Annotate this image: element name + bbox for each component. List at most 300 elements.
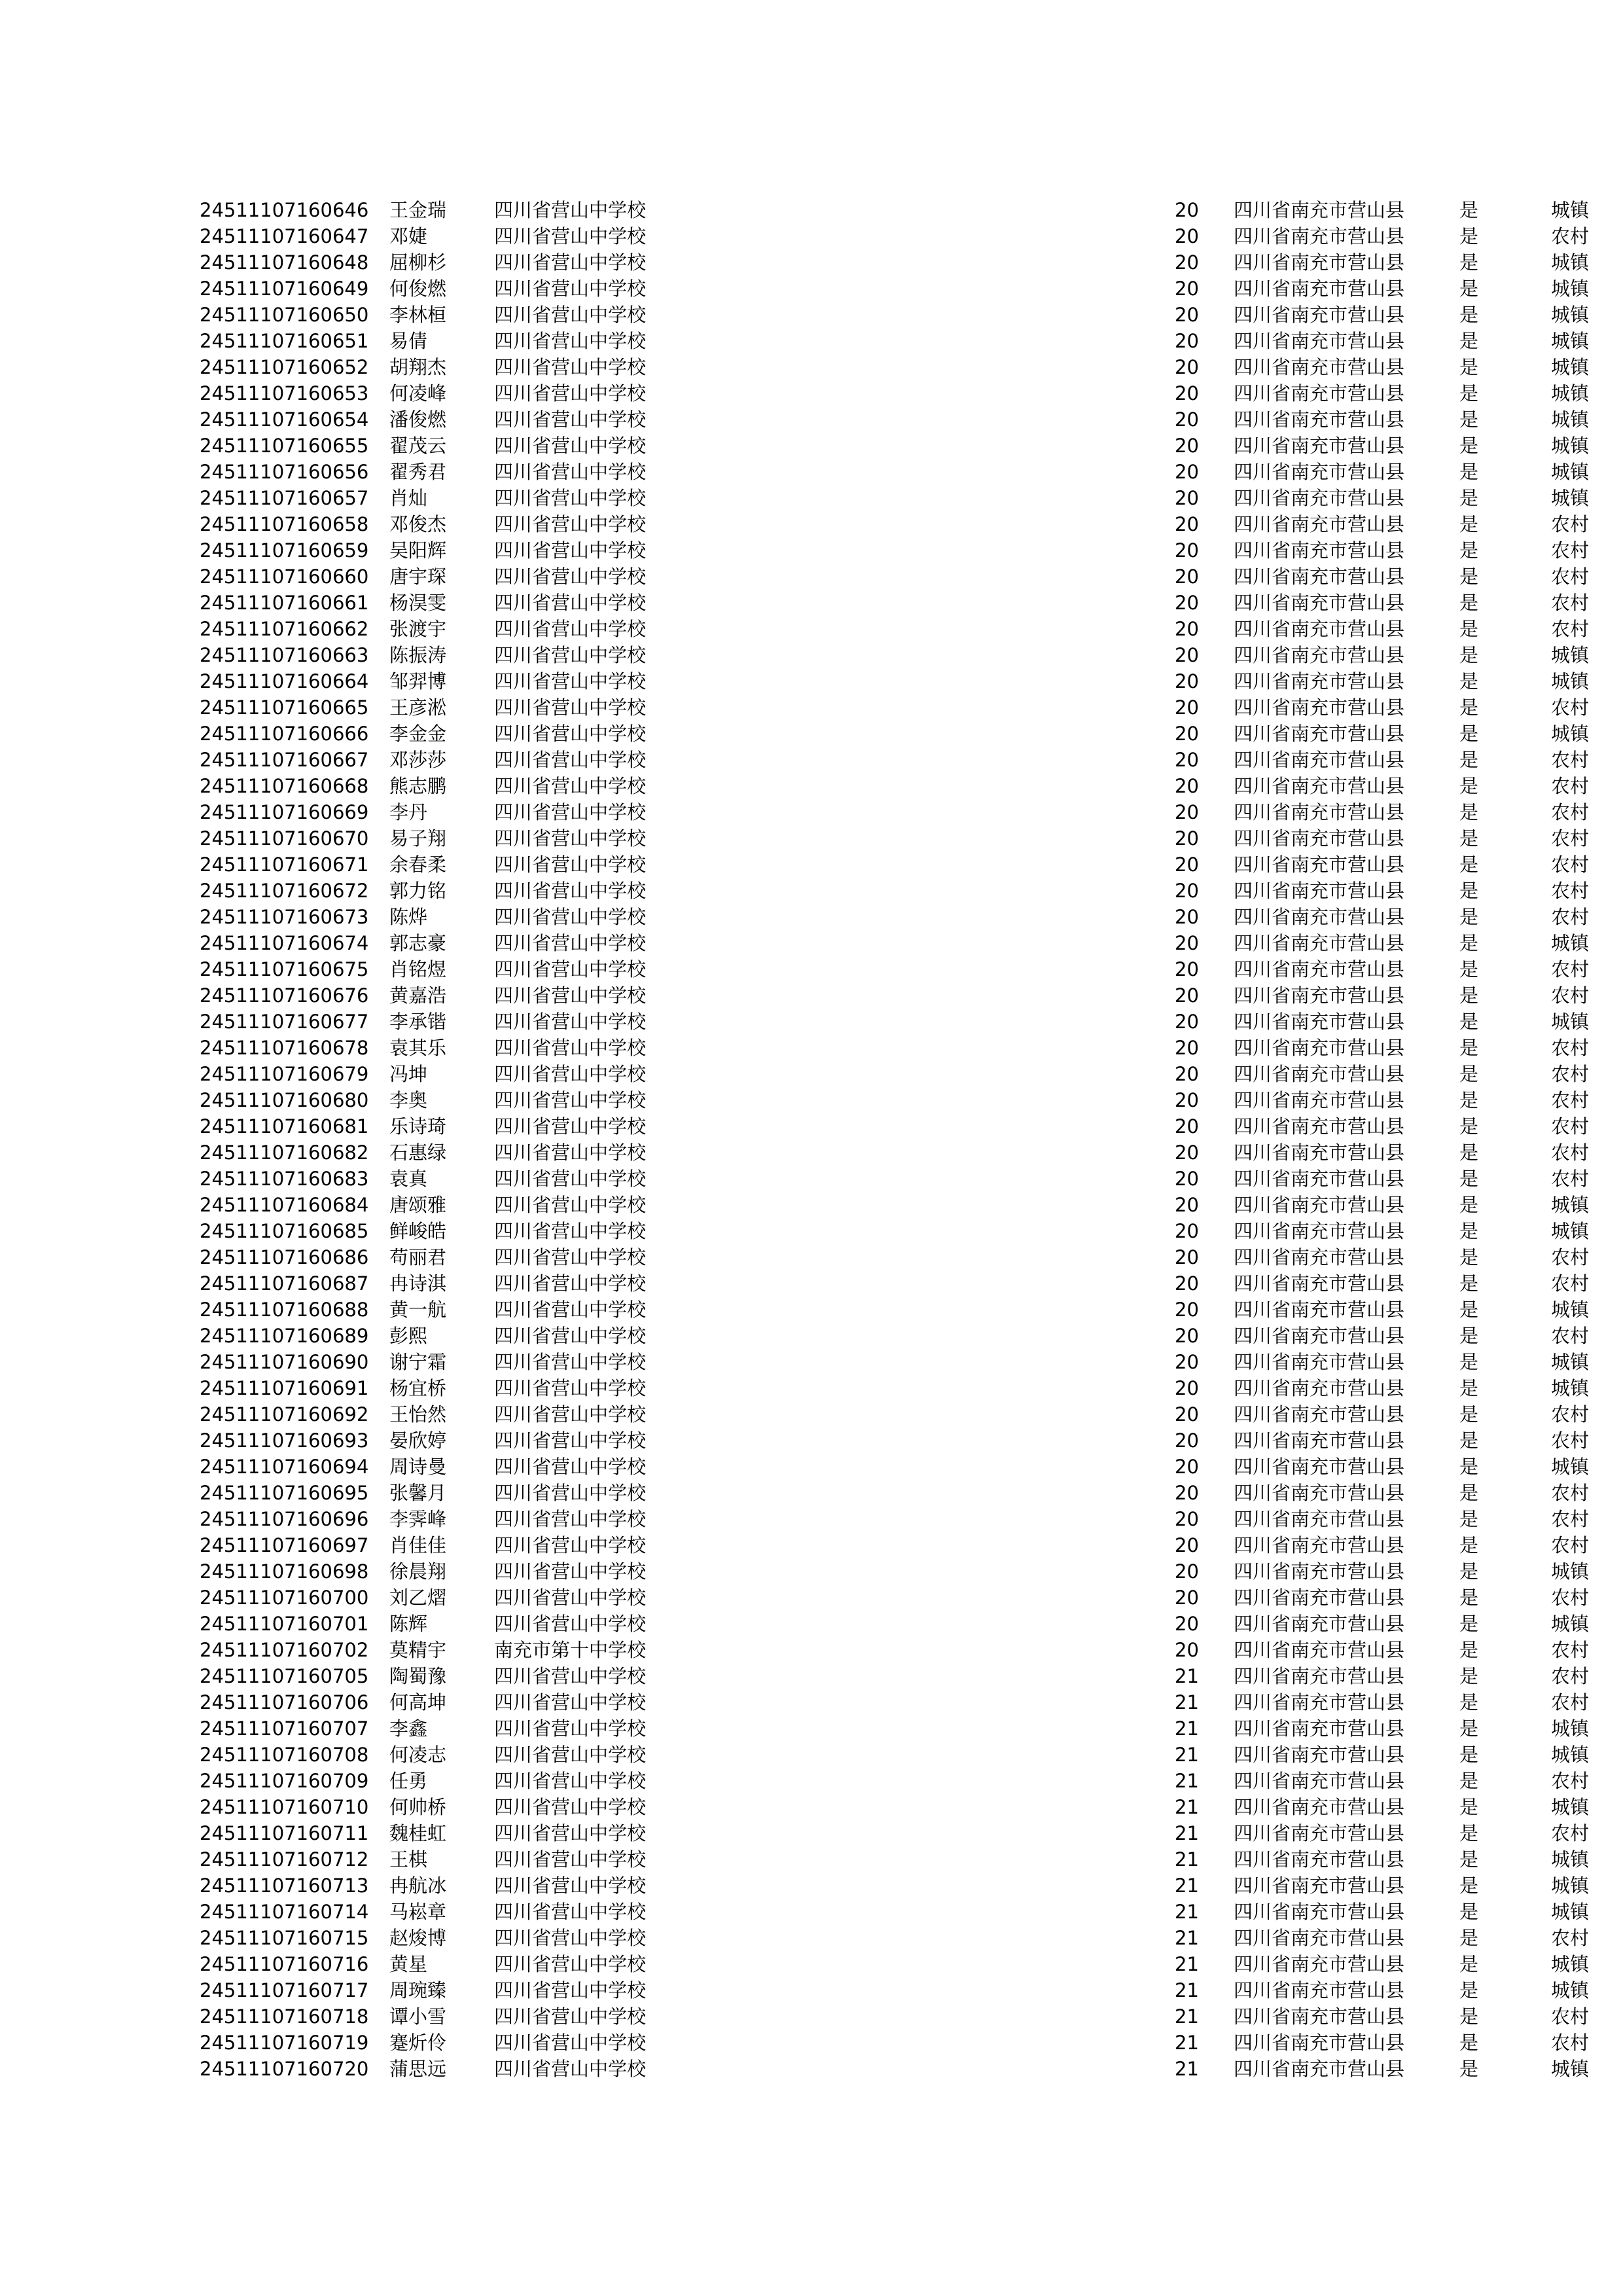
age-cell: 21 (1175, 1848, 1199, 1871)
student-name-cell: 翟茂云 (389, 435, 447, 457)
address-cell: 四川省南充市营山县 (1234, 827, 1405, 850)
age-cell: 21 (1175, 1953, 1199, 1975)
address-cell: 四川省南充市营山县 (1234, 513, 1405, 535)
exam-id-cell: 24511107160665 (200, 696, 369, 719)
age-cell: 21 (1175, 1927, 1199, 1949)
table-row (200, 537, 1610, 564)
school-cell: 四川省营山中学校 (494, 618, 647, 640)
student-name-cell: 陈振涛 (389, 644, 447, 666)
flag-cell: 是 (1459, 1927, 1479, 1949)
school-cell: 四川省营山中学校 (494, 1979, 647, 2001)
table-row (200, 511, 1610, 537)
student-name-cell: 彭熙 (389, 1325, 428, 1347)
flag-cell: 是 (1459, 1744, 1479, 1766)
exam-id-cell: 24511107160693 (200, 1429, 369, 1452)
household-type-cell: 城镇 (1551, 1456, 1590, 1478)
student-name-cell: 邓莎莎 (389, 749, 447, 771)
flag-cell: 是 (1459, 513, 1479, 535)
student-name-cell: 徐晨翔 (389, 1560, 447, 1583)
student-name-cell: 杨淏雯 (389, 592, 447, 614)
table-row (200, 1558, 1610, 1585)
address-cell: 四川省南充市营山县 (1234, 670, 1405, 692)
school-cell: 四川省营山中学校 (494, 1796, 647, 1818)
household-type-cell: 农村 (1551, 1927, 1590, 1949)
flag-cell: 是 (1459, 1429, 1479, 1452)
flag-cell: 是 (1459, 1482, 1479, 1504)
exam-id-cell: 24511107160653 (200, 382, 369, 404)
address-cell: 四川省南充市营山县 (1234, 1115, 1405, 1138)
table-row (200, 1951, 1610, 1977)
school-cell: 四川省营山中学校 (494, 513, 647, 535)
household-type-cell: 城镇 (1551, 1744, 1590, 1766)
household-type-cell: 城镇 (1551, 1717, 1590, 1740)
address-cell: 四川省南充市营山县 (1234, 932, 1405, 954)
school-cell: 四川省营山中学校 (494, 1299, 647, 1321)
address-cell: 四川省南充市营山县 (1234, 330, 1405, 352)
household-type-cell: 农村 (1551, 618, 1590, 640)
address-cell: 四川省南充市营山县 (1234, 199, 1405, 221)
table-row (200, 1637, 1610, 1663)
household-type-cell: 农村 (1551, 827, 1590, 850)
age-cell: 20 (1175, 1037, 1199, 1059)
household-type-cell: 农村 (1551, 775, 1590, 797)
age-cell: 20 (1175, 225, 1199, 247)
flag-cell: 是 (1459, 199, 1479, 221)
age-cell: 20 (1175, 1456, 1199, 1478)
table-row (200, 433, 1610, 459)
age-cell: 20 (1175, 1482, 1199, 1504)
household-type-cell: 城镇 (1551, 670, 1590, 692)
flag-cell: 是 (1459, 592, 1479, 614)
school-cell: 四川省营山中学校 (494, 801, 647, 823)
school-cell: 四川省营山中学校 (494, 382, 647, 404)
household-type-cell: 城镇 (1551, 1901, 1590, 1923)
table-row (200, 276, 1610, 302)
address-cell: 四川省南充市营山县 (1234, 2032, 1405, 2054)
household-type-cell: 农村 (1551, 1246, 1590, 1268)
flag-cell: 是 (1459, 487, 1479, 509)
household-type-cell: 农村 (1551, 1822, 1590, 1844)
address-cell: 四川省南充市营山县 (1234, 382, 1405, 404)
household-type-cell: 城镇 (1551, 356, 1590, 378)
student-name-cell: 何高坤 (389, 1691, 447, 1713)
school-cell: 四川省营山中学校 (494, 1429, 647, 1452)
flag-cell: 是 (1459, 382, 1479, 404)
exam-id-cell: 24511107160684 (200, 1194, 369, 1216)
school-cell: 四川省营山中学校 (494, 1560, 647, 1583)
age-cell: 20 (1175, 513, 1199, 535)
age-cell: 20 (1175, 1141, 1199, 1164)
address-cell: 四川省南充市营山县 (1234, 1508, 1405, 1530)
student-name-cell: 易子翔 (389, 827, 447, 850)
table-row (200, 249, 1610, 276)
student-name-cell: 肖铭煜 (389, 958, 447, 980)
table-row (200, 1715, 1610, 1742)
address-cell: 四川省南充市营山县 (1234, 1560, 1405, 1583)
flag-cell: 是 (1459, 696, 1479, 719)
table-row (200, 1977, 1610, 2003)
student-name-cell: 唐颂雅 (389, 1194, 447, 1216)
school-cell: 四川省营山中学校 (494, 1168, 647, 1190)
address-cell: 四川省南充市营山县 (1234, 1613, 1405, 1635)
school-cell: 四川省营山中学校 (494, 670, 647, 692)
exam-id-cell: 24511107160673 (200, 906, 369, 928)
student-name-cell: 王棋 (389, 1848, 428, 1871)
flag-cell: 是 (1459, 644, 1479, 666)
student-name-cell: 冉诗淇 (389, 1272, 447, 1295)
age-cell: 21 (1175, 2032, 1199, 2054)
table-row (200, 459, 1610, 485)
student-name-cell: 刘乙熠 (389, 1587, 447, 1609)
flag-cell: 是 (1459, 1377, 1479, 1399)
exam-id-cell: 24511107160678 (200, 1037, 369, 1059)
flag-cell: 是 (1459, 1691, 1479, 1713)
household-type-cell: 农村 (1551, 1691, 1590, 1713)
table-row (200, 1454, 1610, 1480)
exam-id-cell: 24511107160720 (200, 2058, 369, 2080)
address-cell: 四川省南充市营山县 (1234, 1377, 1405, 1399)
age-cell: 21 (1175, 1665, 1199, 1687)
exam-id-cell: 24511107160652 (200, 356, 369, 378)
school-cell: 四川省营山中学校 (494, 853, 647, 876)
age-cell: 20 (1175, 539, 1199, 562)
age-cell: 21 (1175, 1822, 1199, 1844)
school-cell: 四川省营山中学校 (494, 1325, 647, 1347)
table-row (200, 223, 1610, 249)
address-cell: 四川省南充市营山县 (1234, 1299, 1405, 1321)
flag-cell: 是 (1459, 2032, 1479, 2054)
flag-cell: 是 (1459, 853, 1479, 876)
address-cell: 四川省南充市营山县 (1234, 1927, 1405, 1949)
roster-body (200, 197, 1610, 2082)
exam-id-cell: 24511107160694 (200, 1456, 369, 1478)
school-cell: 四川省营山中学校 (494, 1508, 647, 1530)
table-row (200, 668, 1610, 694)
household-type-cell: 农村 (1551, 1403, 1590, 1426)
age-cell: 20 (1175, 330, 1199, 352)
address-cell: 四川省南充市营山县 (1234, 906, 1405, 928)
exam-id-cell: 24511107160711 (200, 1822, 369, 1844)
address-cell: 四川省南充市营山县 (1234, 1482, 1405, 1504)
student-name-cell: 苟丽君 (389, 1246, 447, 1268)
student-name-cell: 李金金 (389, 723, 447, 745)
address-cell: 四川省南充市营山县 (1234, 1063, 1405, 1085)
household-type-cell: 农村 (1551, 1482, 1590, 1504)
household-type-cell: 城镇 (1551, 278, 1590, 300)
school-cell: 四川省营山中学校 (494, 1141, 647, 1164)
household-type-cell: 农村 (1551, 565, 1590, 588)
table-row (200, 1873, 1610, 1899)
exam-id-cell: 24511107160666 (200, 723, 369, 745)
exam-id-cell: 24511107160677 (200, 1011, 369, 1033)
household-type-cell: 农村 (1551, 906, 1590, 928)
household-type-cell: 城镇 (1551, 1560, 1590, 1583)
school-cell: 四川省营山中学校 (494, 1927, 647, 1949)
table-row (200, 799, 1610, 825)
age-cell: 21 (1175, 1979, 1199, 2001)
exam-id-cell: 24511107160650 (200, 304, 369, 326)
table-row (200, 1035, 1610, 1061)
address-cell: 四川省南充市营山县 (1234, 1037, 1405, 1059)
address-cell: 四川省南充市营山县 (1234, 880, 1405, 902)
household-type-cell: 农村 (1551, 1508, 1590, 1530)
table-row (200, 1820, 1610, 1846)
school-cell: 四川省营山中学校 (494, 1534, 647, 1556)
address-cell: 四川省南充市营山县 (1234, 1325, 1405, 1347)
exam-id-cell: 24511107160659 (200, 539, 369, 562)
school-cell: 四川省营山中学校 (494, 1272, 647, 1295)
school-cell: 四川省营山中学校 (494, 1456, 647, 1478)
school-cell: 四川省营山中学校 (494, 696, 647, 719)
student-name-cell: 王彦淞 (389, 696, 447, 719)
exam-id-cell: 24511107160715 (200, 1927, 369, 1949)
household-type-cell: 城镇 (1551, 1194, 1590, 1216)
student-name-cell: 郭志豪 (389, 932, 447, 954)
age-cell: 20 (1175, 1613, 1199, 1635)
student-name-cell: 周琬臻 (389, 1979, 447, 2001)
flag-cell: 是 (1459, 1901, 1479, 1923)
address-cell: 四川省南充市营山县 (1234, 984, 1405, 1007)
address-cell: 四川省南充市营山县 (1234, 1587, 1405, 1609)
address-cell: 四川省南充市营山县 (1234, 565, 1405, 588)
age-cell: 20 (1175, 1403, 1199, 1426)
exam-id-cell: 24511107160717 (200, 1979, 369, 2001)
address-cell: 四川省南充市营山县 (1234, 1456, 1405, 1478)
school-cell: 四川省营山中学校 (494, 2032, 647, 2054)
address-cell: 四川省南充市营山县 (1234, 251, 1405, 274)
age-cell: 21 (1175, 1901, 1199, 1923)
flag-cell: 是 (1459, 906, 1479, 928)
address-cell: 四川省南充市营山县 (1234, 2005, 1405, 2028)
flag-cell: 是 (1459, 1639, 1479, 1661)
flag-cell: 是 (1459, 1560, 1479, 1583)
school-cell: 四川省营山中学校 (494, 1037, 647, 1059)
exam-id-cell: 24511107160655 (200, 435, 369, 457)
table-row (200, 406, 1610, 433)
flag-cell: 是 (1459, 539, 1479, 562)
flag-cell: 是 (1459, 1272, 1479, 1295)
table-row (200, 1794, 1610, 1820)
school-cell: 四川省营山中学校 (494, 1011, 647, 1033)
table-row (200, 747, 1610, 773)
household-type-cell: 城镇 (1551, 1874, 1590, 1897)
exam-id-cell: 24511107160687 (200, 1272, 369, 1295)
address-cell: 四川省南充市营山县 (1234, 1141, 1405, 1164)
student-name-cell: 乐诗琦 (389, 1115, 447, 1138)
household-type-cell: 城镇 (1551, 1848, 1590, 1871)
table-row (200, 642, 1610, 668)
school-cell: 四川省营山中学校 (494, 356, 647, 378)
address-cell: 四川省南充市营山县 (1234, 1194, 1405, 1216)
school-cell: 四川省营山中学校 (494, 984, 647, 1007)
exam-id-cell: 24511107160656 (200, 461, 369, 483)
address-cell: 四川省南充市营山县 (1234, 1874, 1405, 1897)
flag-cell: 是 (1459, 1011, 1479, 1033)
student-name-cell: 李鑫 (389, 1717, 428, 1740)
school-cell: 四川省营山中学校 (494, 1377, 647, 1399)
student-name-cell: 蹇炘伶 (389, 2032, 447, 2054)
student-name-cell: 陈烨 (389, 906, 428, 928)
address-cell: 四川省南充市营山县 (1234, 1848, 1405, 1871)
exam-id-cell: 24511107160662 (200, 618, 369, 640)
table-row (200, 1611, 1610, 1637)
student-name-cell: 黄嘉浩 (389, 984, 447, 1007)
age-cell: 20 (1175, 408, 1199, 431)
student-name-cell: 谢宁霜 (389, 1351, 447, 1373)
student-name-cell: 周诗曼 (389, 1456, 447, 1478)
school-cell: 四川省营山中学校 (494, 251, 647, 274)
school-cell: 四川省营山中学校 (494, 565, 647, 588)
exam-id-cell: 24511107160649 (200, 278, 369, 300)
exam-id-cell: 24511107160706 (200, 1691, 369, 1713)
exam-id-cell: 24511107160691 (200, 1377, 369, 1399)
flag-cell: 是 (1459, 435, 1479, 457)
student-name-cell: 魏桂虹 (389, 1822, 447, 1844)
household-type-cell: 农村 (1551, 2005, 1590, 2028)
table-row (200, 1742, 1610, 1768)
age-cell: 20 (1175, 565, 1199, 588)
exam-id-cell: 24511107160698 (200, 1560, 369, 1583)
age-cell: 20 (1175, 1377, 1199, 1399)
exam-id-cell: 24511107160654 (200, 408, 369, 431)
flag-cell: 是 (1459, 1508, 1479, 1530)
address-cell: 四川省南充市营山县 (1234, 644, 1405, 666)
flag-cell: 是 (1459, 1168, 1479, 1190)
table-row (200, 328, 1610, 354)
age-cell: 20 (1175, 827, 1199, 850)
age-cell: 20 (1175, 592, 1199, 614)
household-type-cell: 城镇 (1551, 408, 1590, 431)
address-cell: 四川省南充市营山县 (1234, 1717, 1405, 1740)
exam-id-cell: 24511107160718 (200, 2005, 369, 2028)
school-cell: 四川省营山中学校 (494, 1220, 647, 1242)
student-name-cell: 黄星 (389, 1953, 428, 1975)
age-cell: 20 (1175, 644, 1199, 666)
household-type-cell: 农村 (1551, 880, 1590, 902)
household-type-cell: 农村 (1551, 225, 1590, 247)
exam-id-cell: 24511107160669 (200, 801, 369, 823)
flag-cell: 是 (1459, 2058, 1479, 2080)
address-cell: 四川省南充市营山县 (1234, 461, 1405, 483)
flag-cell: 是 (1459, 775, 1479, 797)
table-row (200, 852, 1610, 878)
address-cell: 四川省南充市营山县 (1234, 1534, 1405, 1556)
age-cell: 21 (1175, 2005, 1199, 2028)
table-row (200, 825, 1610, 852)
table-row (200, 1401, 1610, 1427)
household-type-cell: 城镇 (1551, 1377, 1590, 1399)
school-cell: 四川省营山中学校 (494, 906, 647, 928)
school-cell: 四川省营山中学校 (494, 1351, 647, 1373)
table-row (200, 878, 1610, 904)
household-type-cell: 城镇 (1551, 330, 1590, 352)
flag-cell: 是 (1459, 1534, 1479, 1556)
exam-id-cell: 24511107160700 (200, 1587, 369, 1609)
table-row (200, 302, 1610, 328)
school-cell: 四川省营山中学校 (494, 958, 647, 980)
exam-id-cell: 24511107160705 (200, 1665, 369, 1687)
school-cell: 四川省营山中学校 (494, 1115, 647, 1138)
exam-id-cell: 24511107160688 (200, 1299, 369, 1321)
student-name-cell: 鲜峻皓 (389, 1220, 447, 1242)
flag-cell: 是 (1459, 1089, 1479, 1111)
table-row (200, 1087, 1610, 1113)
address-cell: 四川省南充市营山县 (1234, 1953, 1405, 1975)
household-type-cell: 农村 (1551, 1168, 1590, 1190)
student-name-cell: 易倩 (389, 330, 428, 352)
address-cell: 四川省南充市营山县 (1234, 1272, 1405, 1295)
student-name-cell: 张馨月 (389, 1482, 447, 1504)
table-row (200, 1768, 1610, 1794)
school-cell: 四川省营山中学校 (494, 644, 647, 666)
address-cell: 四川省南充市营山县 (1234, 853, 1405, 876)
exam-id-cell: 24511107160660 (200, 565, 369, 588)
household-type-cell: 城镇 (1551, 1979, 1590, 2001)
household-type-cell: 城镇 (1551, 932, 1590, 954)
age-cell: 21 (1175, 1744, 1199, 1766)
school-cell: 四川省营山中学校 (494, 1613, 647, 1635)
exam-id-cell: 24511107160714 (200, 1901, 369, 1923)
student-name-cell: 王怡然 (389, 1403, 447, 1426)
household-type-cell: 城镇 (1551, 1351, 1590, 1373)
address-cell: 四川省南充市营山县 (1234, 1744, 1405, 1766)
student-name-cell: 何凌志 (389, 1744, 447, 1766)
student-name-cell: 黄一航 (389, 1299, 447, 1321)
table-row (200, 1297, 1610, 1323)
age-cell: 20 (1175, 382, 1199, 404)
age-cell: 20 (1175, 1246, 1199, 1268)
school-cell: 四川省营山中学校 (494, 487, 647, 509)
household-type-cell: 农村 (1551, 1665, 1590, 1687)
flag-cell: 是 (1459, 1848, 1479, 1871)
address-cell: 四川省南充市营山县 (1234, 1770, 1405, 1792)
age-cell: 20 (1175, 1194, 1199, 1216)
household-type-cell: 农村 (1551, 1534, 1590, 1556)
school-cell: 四川省营山中学校 (494, 1246, 647, 1268)
table-row (200, 1585, 1610, 1611)
flag-cell: 是 (1459, 1587, 1479, 1609)
household-type-cell: 城镇 (1551, 2058, 1590, 2080)
household-type-cell: 城镇 (1551, 251, 1590, 274)
exam-id-cell: 24511107160716 (200, 1953, 369, 1975)
address-cell: 四川省南充市营山县 (1234, 225, 1405, 247)
address-cell: 四川省南充市营山县 (1234, 408, 1405, 431)
table-row (200, 1323, 1610, 1349)
flag-cell: 是 (1459, 1403, 1479, 1426)
age-cell: 20 (1175, 435, 1199, 457)
table-row (200, 904, 1610, 930)
student-name-cell: 李奥 (389, 1089, 428, 1111)
exam-id-cell: 24511107160712 (200, 1848, 369, 1871)
address-cell: 四川省南充市营山县 (1234, 1220, 1405, 1242)
age-cell: 20 (1175, 1534, 1199, 1556)
flag-cell: 是 (1459, 1246, 1479, 1268)
school-cell: 四川省营山中学校 (494, 1717, 647, 1740)
flag-cell: 是 (1459, 278, 1479, 300)
flag-cell: 是 (1459, 2005, 1479, 2028)
table-row (200, 930, 1610, 956)
table-row (200, 1061, 1610, 1087)
address-cell: 四川省南充市营山县 (1234, 618, 1405, 640)
table-row (200, 1139, 1610, 1166)
exam-id-cell: 24511107160682 (200, 1141, 369, 1164)
school-cell: 四川省营山中学校 (494, 2058, 647, 2080)
table-row (200, 1349, 1610, 1375)
school-cell: 四川省营山中学校 (494, 1403, 647, 1426)
table-row (200, 773, 1610, 799)
address-cell: 四川省南充市营山县 (1234, 1639, 1405, 1661)
school-cell: 四川省营山中学校 (494, 932, 647, 954)
